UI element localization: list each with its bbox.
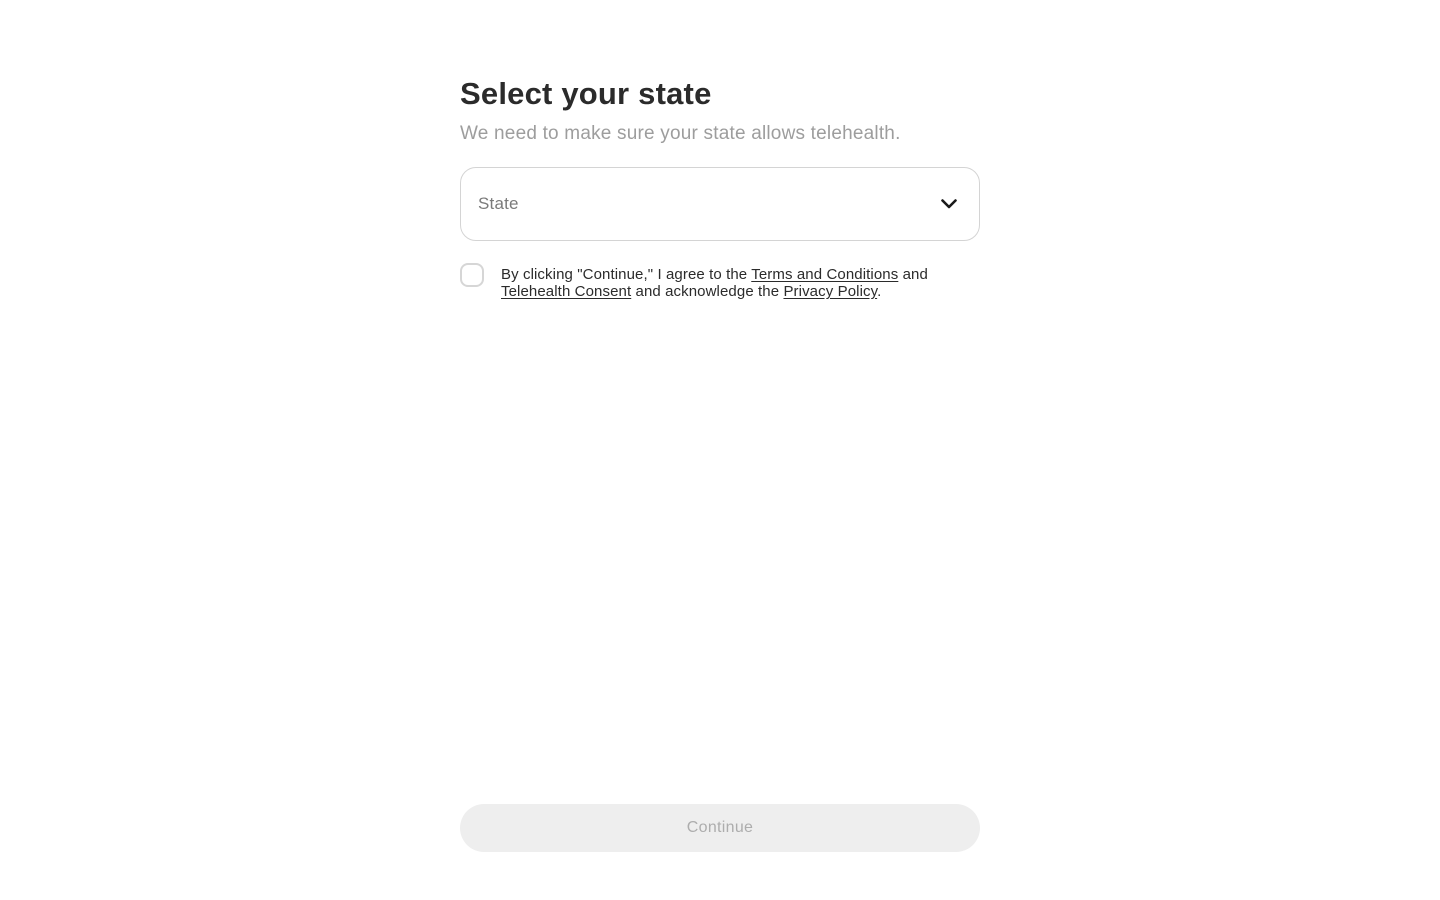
spacer	[460, 301, 980, 804]
consent-row	[460, 263, 980, 301]
page-subtitle: We need to make sure your state allows telehealth.	[460, 122, 901, 144]
consent-text-prefix: By clicking "Continue," I agree to the	[501, 265, 752, 283]
consent-text-and: and	[898, 265, 928, 283]
continue-button[interactable]: Continue	[460, 804, 980, 852]
page-title: Select your state	[460, 76, 712, 111]
state-select-label: State	[478, 193, 519, 213]
consent-text-suffix: .	[877, 283, 882, 301]
consent-checkbox[interactable]	[460, 263, 484, 287]
state-select[interactable]	[460, 167, 980, 241]
chevron-down-icon	[941, 199, 957, 209]
telehealth-consent-link[interactable]: Telehealth Consent	[501, 283, 632, 301]
consent-text	[501, 263, 941, 301]
privacy-policy-link[interactable]: Privacy Policy	[783, 283, 878, 301]
onboarding-page	[460, 0, 980, 900]
terms-and-conditions-link[interactable]: Terms and Conditions	[751, 265, 899, 283]
consent-text-mid: and acknowledge the	[631, 283, 784, 301]
